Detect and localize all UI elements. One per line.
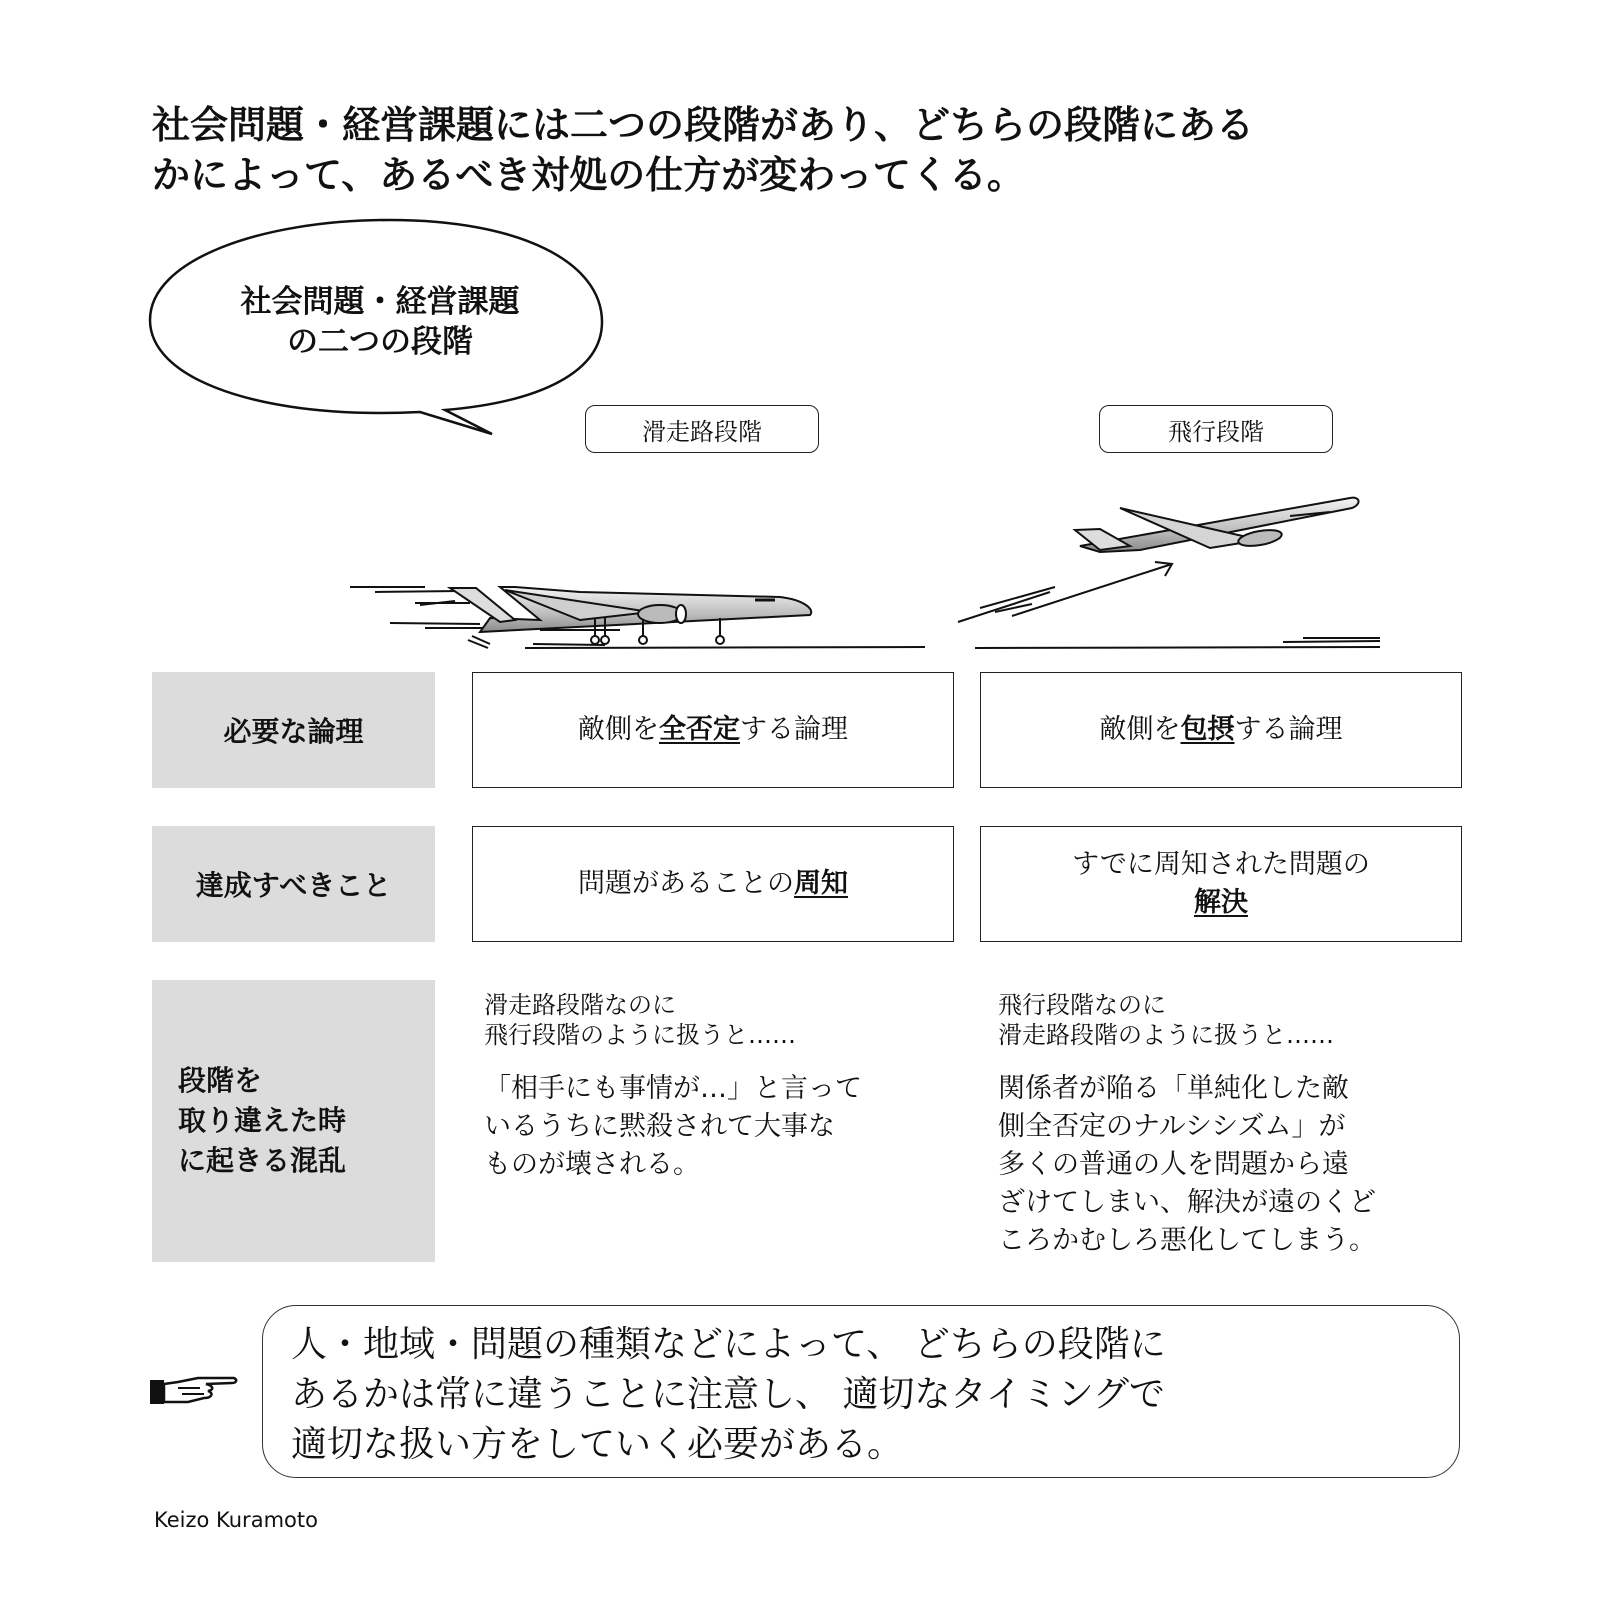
text-emphasis: 周知: [794, 868, 848, 899]
note-line-1: 人・地域・問題の種類などによって、 どちらの段階に: [291, 1324, 1166, 1365]
runway-airplane-icon: [350, 587, 925, 660]
text-pre: 敵側を: [1099, 714, 1181, 745]
note-line-2: あるかは常に違うことに注意し、 適切なタイミングで: [291, 1374, 1166, 1415]
body-line: 多くの普通の人を問題から遠: [998, 1149, 1349, 1180]
text-post: する論理: [1234, 714, 1343, 745]
body-line: 「相手にも事情が…」と言って: [484, 1073, 862, 1104]
airplanes-illustration: [340, 470, 1440, 660]
text-emphasis: 包摂: [1180, 714, 1235, 745]
text-emphasis: 解決: [1194, 887, 1248, 918]
row-header-required-logic: 必要な論理: [152, 672, 435, 788]
confusion-label-line-3: に起きる混乱: [178, 1144, 347, 1177]
body-line: 関係者が陥る「単純化した敵: [998, 1073, 1349, 1104]
confusion-runway: [484, 990, 944, 1184]
body-line: いるうちに黙殺されて大事な: [484, 1111, 835, 1142]
row-header-confusion: [152, 980, 435, 1262]
body-line: ざけてしまい、解決が遠のくど: [998, 1187, 1376, 1218]
intro-line: 飛行段階のように扱うと……: [484, 1021, 796, 1049]
headline: [152, 100, 1462, 200]
text-pre: 敵側を: [578, 714, 659, 745]
cell-flight-logic: [980, 672, 1462, 788]
cell-runway-logic-text: [578, 711, 848, 749]
text-post: する論理: [740, 714, 848, 745]
stage-label-runway: 滑走路段階: [585, 405, 819, 453]
cell-runway-goal: [472, 826, 954, 942]
pointing-hand-icon: [148, 1374, 238, 1408]
speech-bubble-text: [160, 282, 600, 362]
cell-runway-logic: [472, 672, 954, 788]
confusion-flight-body: [998, 1070, 1458, 1260]
note-line-3: 適切な扱い方をしていく必要がある。: [291, 1424, 904, 1465]
confusion-label-line-2: 取り違えた時: [178, 1104, 347, 1137]
body-line: ものが壊される。: [484, 1149, 700, 1180]
confusion-runway-intro: [484, 990, 944, 1050]
body-line: ころかむしろ悪化してしまう。: [998, 1225, 1376, 1256]
bubble-line-2: の二つの段階: [287, 324, 473, 360]
body-line: 側全否定のナルシシズム」が: [998, 1111, 1346, 1142]
cell-flight-goal: [980, 826, 1462, 942]
intro-line: 飛行段階なのに: [998, 991, 1166, 1019]
intro-line: 滑走路段階なのに: [484, 991, 676, 1019]
intro-line: 滑走路段階のように扱うと……: [998, 1021, 1334, 1049]
row-header-goal: 達成すべきこと: [152, 826, 435, 942]
confusion-runway-body: [484, 1070, 944, 1184]
stage-label-flight: 飛行段階: [1099, 405, 1333, 453]
cell-runway-goal-text: [578, 865, 848, 903]
text-pre: 問題があることの: [578, 868, 794, 899]
author-credit: Keizo Kuramoto: [154, 1508, 318, 1532]
text-emphasis: 全否定: [659, 714, 740, 745]
cell-flight-logic-text: [1100, 711, 1343, 749]
confusion-flight-intro: [998, 990, 1458, 1050]
headline-line-2: かによって、あるべき対処の仕方が変わってくる。: [152, 153, 1025, 197]
bubble-line-1: 社会問題・経営課題: [240, 284, 520, 320]
conclusion-note: [262, 1305, 1460, 1478]
flying-airplane-icon: [958, 498, 1380, 648]
confusion-flight: [998, 990, 1458, 1260]
text-pre: すでに周知された問題の: [1072, 849, 1370, 880]
confusion-label-line-1: 段階を: [178, 1064, 263, 1097]
headline-line-1: 社会問題・経営課題には二つの段階があり、どちらの段階にある: [152, 103, 1255, 147]
